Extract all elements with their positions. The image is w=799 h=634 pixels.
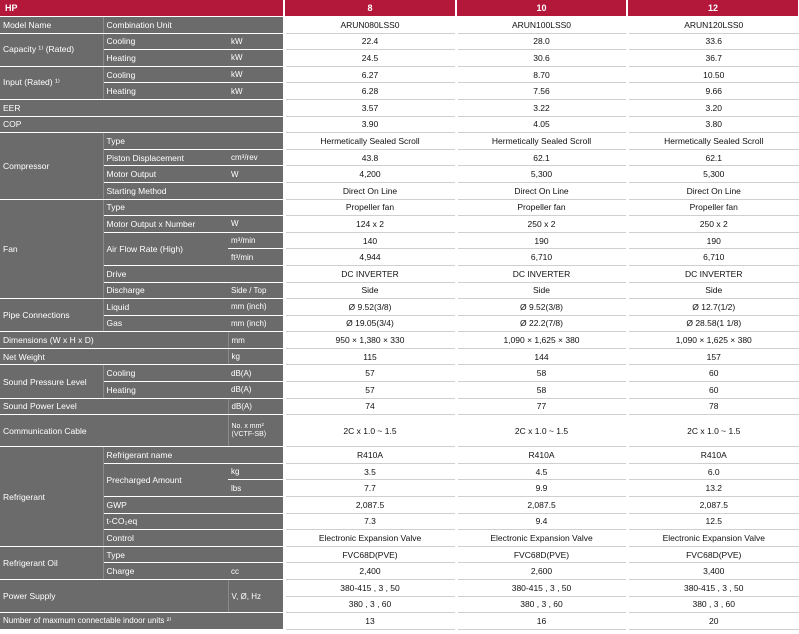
- value-cell: FVC68D(PVE): [627, 546, 799, 563]
- value-cell: 7.56: [456, 83, 627, 100]
- item-label: Cooling: [103, 66, 228, 83]
- value-cell: Ø 9.52(3/8): [456, 299, 627, 316]
- section-label: Input (Rated) ¹⁾: [0, 66, 103, 99]
- value-cell: 190: [627, 232, 799, 249]
- table-row: [0, 332, 799, 349]
- unit-label: kW: [228, 33, 284, 50]
- unit-label: No. x mm² (VCTF-SB): [228, 415, 284, 447]
- value-cell: 2C x 1.0 ~ 1.5: [284, 415, 456, 447]
- table-row: [0, 299, 799, 316]
- table-row: [0, 398, 799, 415]
- unit-label: V, Ø, Hz: [228, 580, 284, 613]
- value-cell: 2,400: [284, 563, 456, 580]
- value-cell: 380-415 , 3 , 50: [284, 580, 456, 597]
- table-row: [0, 282, 799, 299]
- unit-label: kW: [228, 66, 284, 83]
- unit-label: dB(A): [228, 398, 284, 415]
- model-10-header: 10: [456, 0, 627, 17]
- value-cell: 4,944: [284, 249, 456, 266]
- section-label: Net Weight: [0, 348, 228, 365]
- item-label: Type: [103, 199, 284, 216]
- value-cell: 62.1: [627, 149, 799, 166]
- value-cell: 1,090 × 1,625 × 380: [627, 332, 799, 349]
- table-row: [0, 33, 799, 50]
- item-label: t-CO₂eq: [103, 513, 284, 530]
- section-label: Refrigerant: [0, 447, 103, 547]
- item-label: Control: [103, 530, 284, 547]
- table-row: [0, 83, 799, 100]
- value-cell: 58: [456, 382, 627, 399]
- value-cell: 8.70: [456, 66, 627, 83]
- value-cell: 7.3: [284, 513, 456, 530]
- value-cell: Propeller fan: [627, 199, 799, 216]
- value-cell: 380 , 3 , 60: [627, 596, 799, 613]
- value-cell: FVC68D(PVE): [284, 546, 456, 563]
- value-cell: Ø 9.52(3/8): [284, 299, 456, 316]
- unit-label: W: [228, 166, 284, 183]
- value-cell: 3.90: [284, 116, 456, 133]
- value-cell: Ø 28.58(1 1/8): [627, 315, 799, 332]
- value-cell: 16: [456, 613, 627, 630]
- value-cell: 2,087.5: [284, 497, 456, 514]
- unit-label: mm: [228, 332, 284, 349]
- value-cell: FVC68D(PVE): [456, 546, 627, 563]
- item-label: Heating: [103, 382, 228, 399]
- value-cell: 250 x 2: [456, 216, 627, 233]
- value-cell: 4.05: [456, 116, 627, 133]
- unit-label: kg: [228, 463, 284, 480]
- value-cell: 250 x 2: [627, 216, 799, 233]
- value-cell: 2,087.5: [627, 497, 799, 514]
- section-label: Refrigerant Oil: [0, 546, 103, 579]
- item-label: Liquid: [103, 299, 228, 316]
- value-cell: 3,400: [627, 563, 799, 580]
- value-cell: 950 × 1,380 × 330: [284, 332, 456, 349]
- value-cell: 3.22: [456, 99, 627, 116]
- item-label: Combination Unit: [103, 17, 284, 34]
- value-cell: Propeller fan: [456, 199, 627, 216]
- model-8-header: 8: [284, 0, 456, 17]
- value-cell: 2,087.5: [456, 497, 627, 514]
- item-label: Starting Method: [103, 182, 284, 199]
- table-row: [0, 66, 799, 83]
- value-cell: 190: [456, 232, 627, 249]
- unit-label: cc: [228, 563, 284, 580]
- value-cell: 20: [627, 613, 799, 630]
- value-cell: 2C x 1.0 ~ 1.5: [627, 415, 799, 447]
- value-cell: Side: [284, 282, 456, 299]
- value-cell: 13.2: [627, 480, 799, 497]
- value-cell: Electronic Expansion Valve: [627, 530, 799, 547]
- value-cell: 140: [284, 232, 456, 249]
- table-row: [0, 265, 799, 282]
- value-cell: 3.57: [284, 99, 456, 116]
- value-cell: 3.20: [627, 99, 799, 116]
- value-cell: 3.5: [284, 463, 456, 480]
- value-cell: 6,710: [627, 249, 799, 266]
- item-label: Charge: [103, 563, 228, 580]
- value-cell: 28.0: [456, 33, 627, 50]
- value-cell: 115: [284, 348, 456, 365]
- table-row: [0, 99, 799, 116]
- value-cell: 380 , 3 , 60: [284, 596, 456, 613]
- value-cell: 22.4: [284, 33, 456, 50]
- value-cell: 24.5: [284, 50, 456, 67]
- item-label: Motor Output x Number: [103, 216, 228, 233]
- value-cell: 4,200: [284, 166, 456, 183]
- unit-label: ft³/min: [228, 249, 284, 266]
- value-cell: 380 , 3 , 60: [456, 596, 627, 613]
- item-label: Piston Displacement: [103, 149, 228, 166]
- value-cell: 6.27: [284, 66, 456, 83]
- value-cell: 380-415 , 3 , 50: [627, 580, 799, 597]
- value-cell: 12.5: [627, 513, 799, 530]
- value-cell: Propeller fan: [284, 199, 456, 216]
- value-cell: 1,090 × 1,625 × 380: [456, 332, 627, 349]
- item-label: Motor Output: [103, 166, 228, 183]
- table-row: [0, 348, 799, 365]
- value-cell: 57: [284, 382, 456, 399]
- value-cell: R410A: [456, 447, 627, 464]
- value-cell: 5,300: [627, 166, 799, 183]
- value-cell: ARUN120LSS0: [627, 17, 799, 34]
- value-cell: 60: [627, 382, 799, 399]
- value-cell: Direct On Line: [456, 182, 627, 199]
- value-cell: R410A: [284, 447, 456, 464]
- section-label: Fan: [0, 199, 103, 299]
- item-label: Air Flow Rate (High): [103, 232, 228, 265]
- section-label: Dimensions (W x H x D): [0, 332, 228, 349]
- item-label: Type: [103, 133, 284, 150]
- table-row: [0, 546, 799, 563]
- value-cell: Hermetically Sealed Scroll: [456, 133, 627, 150]
- value-cell: 30.6: [456, 50, 627, 67]
- unit-label: mm (inch): [228, 299, 284, 316]
- unit-label: mm (inch): [228, 315, 284, 332]
- unit-label: dB(A): [228, 382, 284, 399]
- value-cell: Side: [627, 282, 799, 299]
- value-cell: 9.9: [456, 480, 627, 497]
- value-cell: 5,300: [456, 166, 627, 183]
- section-label: Power Supply: [0, 580, 228, 613]
- table-row: [0, 463, 799, 480]
- table-row: [0, 613, 799, 630]
- item-label: Cooling: [103, 33, 228, 50]
- value-cell: 10.50: [627, 66, 799, 83]
- value-cell: 124 x 2: [284, 216, 456, 233]
- value-cell: Ø 22.2(7/8): [456, 315, 627, 332]
- section-label: Model Name: [0, 17, 103, 34]
- value-cell: Hermetically Sealed Scroll: [284, 133, 456, 150]
- table-row: [0, 133, 799, 150]
- value-cell: 6,710: [456, 249, 627, 266]
- value-cell: 9.66: [627, 83, 799, 100]
- section-label: EER: [0, 99, 284, 116]
- value-cell: DC INVERTER: [456, 265, 627, 282]
- hp-label: HP: [0, 0, 284, 17]
- table-row: [0, 365, 799, 382]
- value-cell: 6.28: [284, 83, 456, 100]
- unit-label: cm³/rev: [228, 149, 284, 166]
- item-label: Cooling: [103, 365, 228, 382]
- value-cell: Direct On Line: [627, 182, 799, 199]
- table-row: [0, 315, 799, 332]
- item-label: Refrigerant name: [103, 447, 284, 464]
- value-cell: 13: [284, 613, 456, 630]
- section-label: Compressor: [0, 133, 103, 199]
- value-cell: 43.8: [284, 149, 456, 166]
- item-label: GWP: [103, 497, 284, 514]
- value-cell: Ø 19.05(3/4): [284, 315, 456, 332]
- value-cell: 33.6: [627, 33, 799, 50]
- value-cell: 157: [627, 348, 799, 365]
- unit-label: kW: [228, 50, 284, 67]
- table-row: [0, 415, 799, 447]
- value-cell: 7.7: [284, 480, 456, 497]
- value-cell: R410A: [627, 447, 799, 464]
- table-row: [0, 530, 799, 547]
- value-cell: Hermetically Sealed Scroll: [627, 133, 799, 150]
- value-cell: Direct On Line: [284, 182, 456, 199]
- unit-label: kW: [228, 83, 284, 100]
- item-label: Gas: [103, 315, 228, 332]
- value-cell: 74: [284, 398, 456, 415]
- model-12-header: 12: [627, 0, 799, 17]
- table-row: [0, 199, 799, 216]
- table-row: [0, 116, 799, 133]
- value-cell: Electronic Expansion Valve: [456, 530, 627, 547]
- value-cell: 77: [456, 398, 627, 415]
- value-cell: 6.0: [627, 463, 799, 480]
- value-cell: 9.4: [456, 513, 627, 530]
- table-row: [0, 447, 799, 464]
- item-label: Heating: [103, 50, 228, 67]
- unit-label: dB(A): [228, 365, 284, 382]
- section-label: Communication Cable: [0, 415, 228, 447]
- table-row: [0, 149, 799, 166]
- table-row: [0, 50, 799, 67]
- table-row: [0, 382, 799, 399]
- value-cell: 57: [284, 365, 456, 382]
- value-cell: ARUN080LSS0: [284, 17, 456, 34]
- unit-label: m³/min: [228, 232, 284, 249]
- section-label: COP: [0, 116, 284, 133]
- unit-label: lbs: [228, 480, 284, 497]
- section-label: Pipe Connections: [0, 299, 103, 332]
- unit-label: W: [228, 216, 284, 233]
- section-label: Number of maxmum connectable indoor units ²⁾: [0, 613, 284, 630]
- value-cell: DC INVERTER: [627, 265, 799, 282]
- table-row: [0, 232, 799, 249]
- table-row: [0, 513, 799, 530]
- value-cell: 380-415 , 3 , 50: [456, 580, 627, 597]
- table-row: [0, 563, 799, 580]
- table-row: [0, 182, 799, 199]
- item-label: Drive: [103, 265, 284, 282]
- table-row: [0, 166, 799, 183]
- item-label: Discharge: [103, 282, 228, 299]
- value-cell: DC INVERTER: [284, 265, 456, 282]
- item-label: Precharged Amount: [103, 463, 228, 496]
- unit-label: kg: [228, 348, 284, 365]
- value-cell: Electronic Expansion Valve: [284, 530, 456, 547]
- table-row: [0, 580, 799, 597]
- value-cell: 4.5: [456, 463, 627, 480]
- section-label: Sound Power Level: [0, 398, 228, 415]
- section-label: Capacity ¹⁾ (Rated): [0, 33, 103, 66]
- table-row: [0, 17, 799, 34]
- header-row: [0, 0, 799, 17]
- value-cell: 144: [456, 348, 627, 365]
- item-label: Type: [103, 546, 284, 563]
- value-cell: 2,600: [456, 563, 627, 580]
- value-cell: 78: [627, 398, 799, 415]
- section-label: Sound Pressure Level: [0, 365, 103, 398]
- value-cell: Ø 12.7(1/2): [627, 299, 799, 316]
- value-cell: Side: [456, 282, 627, 299]
- value-cell: ARUN100LSS0: [456, 17, 627, 34]
- value-cell: 58: [456, 365, 627, 382]
- value-cell: 36.7: [627, 50, 799, 67]
- table-row: [0, 216, 799, 233]
- value-cell: 3.80: [627, 116, 799, 133]
- unit-label: Side / Top: [228, 282, 284, 299]
- table-row: [0, 497, 799, 514]
- value-cell: 62.1: [456, 149, 627, 166]
- value-cell: 60: [627, 365, 799, 382]
- item-label: Heating: [103, 83, 228, 100]
- value-cell: 2C x 1.0 ~ 1.5: [456, 415, 627, 447]
